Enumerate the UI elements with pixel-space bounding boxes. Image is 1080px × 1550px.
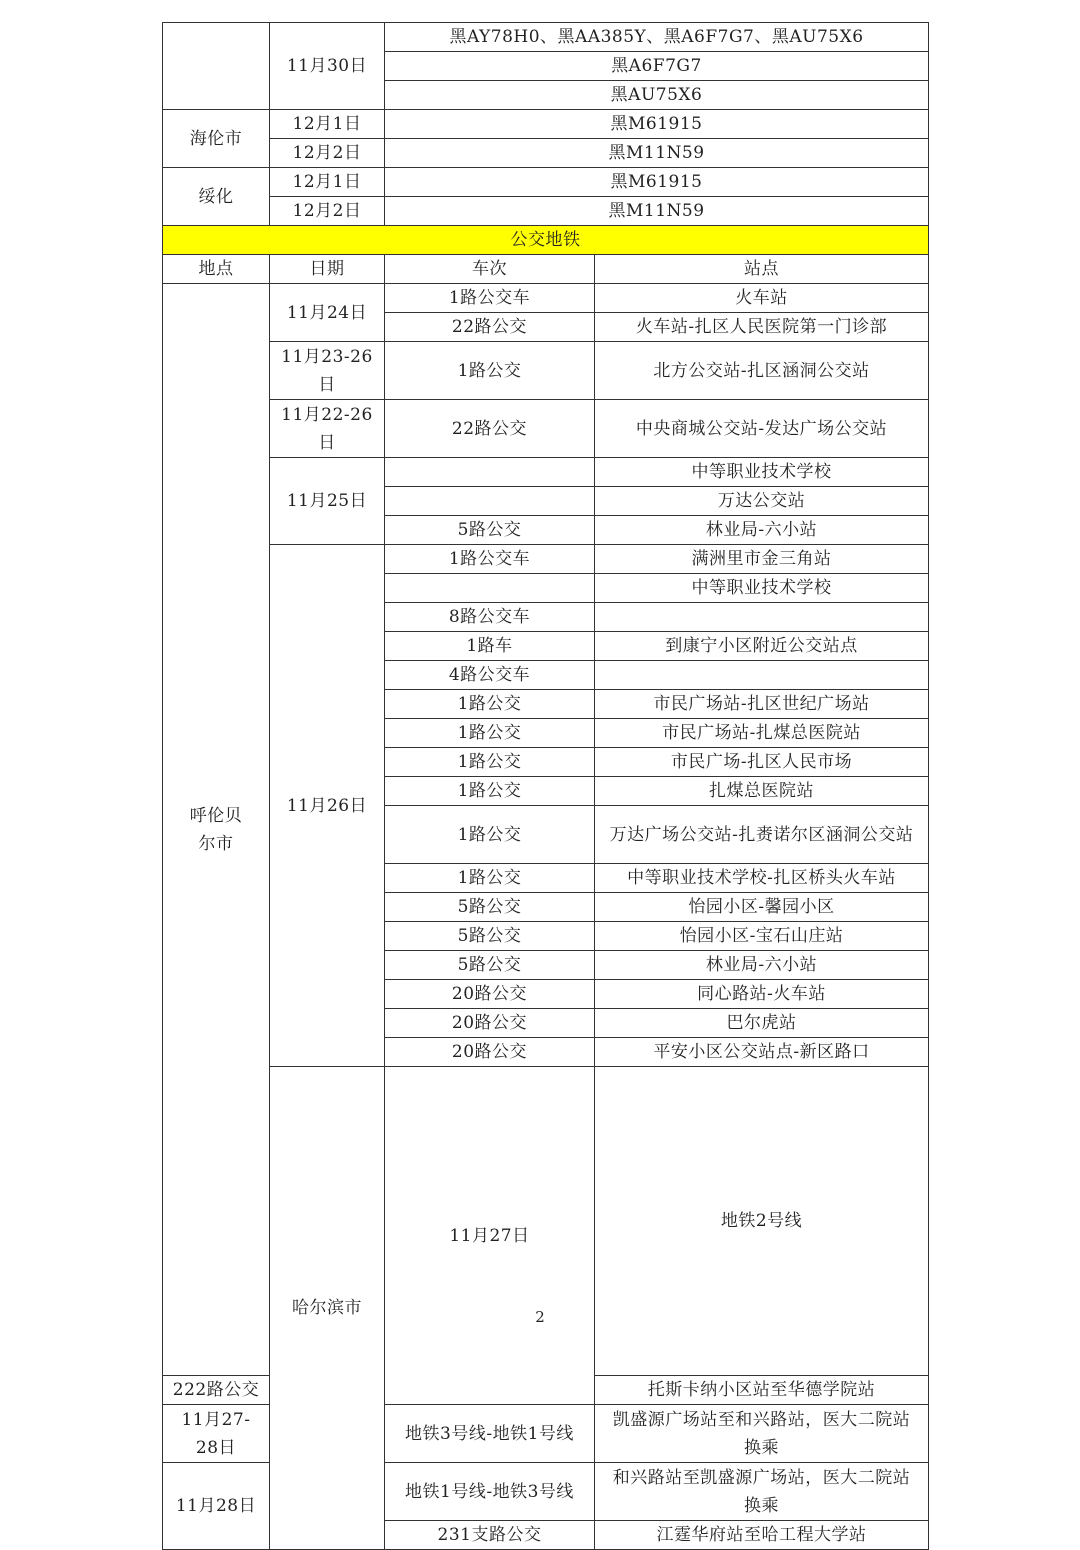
stop-cell: 托斯卡纳小区站至华德学院站 (595, 1376, 929, 1405)
plate-cell: 黑AY78H0、黑AA385Y、黑A6F7G7、黑AU75X6 (385, 23, 929, 52)
stop-cell: 扎煤总医院站 (595, 777, 929, 806)
date-cell: 12月1日 (270, 168, 385, 197)
stop-cell: 同心路站-火车站 (595, 980, 929, 1009)
vehicle-cell: 1路公交车 (385, 545, 595, 574)
date-cell: 11月28日 (163, 1463, 270, 1550)
vehicle-cell (385, 574, 595, 603)
vehicle-cell: 地铁1号线-地铁3号线 (385, 1463, 595, 1521)
stop-cell: 怡园小区-宝石山庄站 (595, 922, 929, 951)
stop-cell: 万达公交站 (595, 487, 929, 516)
stop-cell: 中等职业技术学校-扎区桥头火车站 (595, 864, 929, 893)
stop-cell: 中央商城公交站-发达广场公交站 (595, 400, 929, 458)
stop-cell: 林业局-六小站 (595, 516, 929, 545)
stop-cell: 北方公交站-扎区涵洞公交站 (595, 342, 929, 400)
vehicle-cell: 5路公交 (385, 951, 595, 980)
plate-cell: 黑M61915 (385, 168, 929, 197)
vehicle-cell: 4路公交车 (385, 661, 595, 690)
vehicle-cell: 20路公交 (385, 1038, 595, 1067)
stop-cell: 江霆华府站至哈工程大学站 (595, 1521, 929, 1550)
vehicle-cell: 22路公交 (385, 313, 595, 342)
place-cell-harbin: 哈尔滨市 (270, 1067, 385, 1550)
stop-cell: 火车站-扎区人民医院第一门诊部 (595, 313, 929, 342)
date-cell: 11月25日 (270, 458, 385, 545)
vehicle-cell: 1路公交 (385, 748, 595, 777)
stop-cell (595, 661, 929, 690)
vehicle-cell: 1路公交 (385, 777, 595, 806)
date-cell: 11月23-26日 (270, 342, 385, 400)
stop-cell: 万达广场公交站-扎赉诺尔区涵洞公交站 (595, 806, 929, 864)
column-header-place: 地点 (163, 255, 270, 284)
vehicle-cell: 1路公交 (385, 342, 595, 400)
plate-cell: 黑M11N59 (385, 197, 929, 226)
date-cell: 11月30日 (270, 23, 385, 110)
date-cell: 12月1日 (270, 110, 385, 139)
stop-cell: 火车站 (595, 284, 929, 313)
section-title: 公交地铁 (163, 226, 929, 255)
vehicle-cell (385, 458, 595, 487)
vehicle-cell: 1路公交 (385, 690, 595, 719)
vehicle-cell: 231支路公交 (385, 1521, 595, 1550)
stop-cell (595, 603, 929, 632)
vehicle-cell: 1路车 (385, 632, 595, 661)
stop-cell: 中等职业技术学校 (595, 574, 929, 603)
vehicle-cell: 22路公交 (385, 400, 595, 458)
vehicle-cell: 20路公交 (385, 1009, 595, 1038)
column-header-vehicle: 车次 (385, 255, 595, 284)
vehicle-cell: 1路公交 (385, 719, 595, 748)
stop-cell: 市民广场站-扎煤总医院站 (595, 719, 929, 748)
stop-cell: 到康宁小区附近公交站点 (595, 632, 929, 661)
plate-cell: 黑A6F7G7 (385, 52, 929, 81)
date-cell: 12月2日 (270, 139, 385, 168)
vehicle-cell: 1路公交 (385, 864, 595, 893)
vehicle-cell: 8路公交车 (385, 603, 595, 632)
vehicle-cell: 222路公交 (163, 1376, 270, 1405)
date-cell: 11月24日 (270, 284, 385, 342)
plate-cell: 黑M11N59 (385, 139, 929, 168)
stop-cell: 满洲里市金三角站 (595, 545, 929, 574)
place-cell: 绥化 (163, 168, 270, 226)
page-number: 2 (535, 1308, 545, 1326)
stop-cell: 巴尔虎站 (595, 1009, 929, 1038)
date-cell: 12月2日 (270, 197, 385, 226)
stop-cell: 林业局-六小站 (595, 951, 929, 980)
plate-cell: 黑AU75X6 (385, 81, 929, 110)
vehicle-cell: 1路公交 (385, 806, 595, 864)
stop-cell: 市民广场-扎区人民市场 (595, 748, 929, 777)
vehicle-cell (385, 487, 595, 516)
place-cell (163, 23, 270, 110)
stop-cell: 中等职业技术学校 (595, 458, 929, 487)
vehicle-cell: 5路公交 (385, 922, 595, 951)
vehicle-cell: 20路公交 (385, 980, 595, 1009)
date-cell: 11月26日 (270, 545, 385, 1067)
vehicle-cell: 5路公交 (385, 893, 595, 922)
vehicle-cell: 1路公交车 (385, 284, 595, 313)
stop-cell: 怡园小区-馨园小区 (595, 893, 929, 922)
date-cell: 11月27-28日 (163, 1405, 270, 1463)
column-header-stop: 站点 (595, 255, 929, 284)
vehicle-cell: 地铁3号线-地铁1号线 (385, 1405, 595, 1463)
stop-cell: 市民广场站-扎区世纪广场站 (595, 690, 929, 719)
stop-cell: 凯盛源广场站至和兴路站，医大二院站换乘 (595, 1405, 929, 1463)
stop-cell: 和兴路站至凯盛源广场站，医大二院站换乘 (595, 1463, 929, 1521)
column-header-date: 日期 (270, 255, 385, 284)
stop-cell: 平安小区公交站点-新区路口 (595, 1038, 929, 1067)
date-cell: 11月27日 (385, 1067, 595, 1405)
place-cell: 海伦市 (163, 110, 270, 168)
date-cell: 11月22-26日 (270, 400, 385, 458)
vehicle-cell: 地铁2号线 (595, 1067, 929, 1376)
plate-cell: 黑M61915 (385, 110, 929, 139)
vehicle-cell: 5路公交 (385, 516, 595, 545)
place-cell-hulunbuir: 呼伦贝尔市 (163, 284, 270, 1376)
